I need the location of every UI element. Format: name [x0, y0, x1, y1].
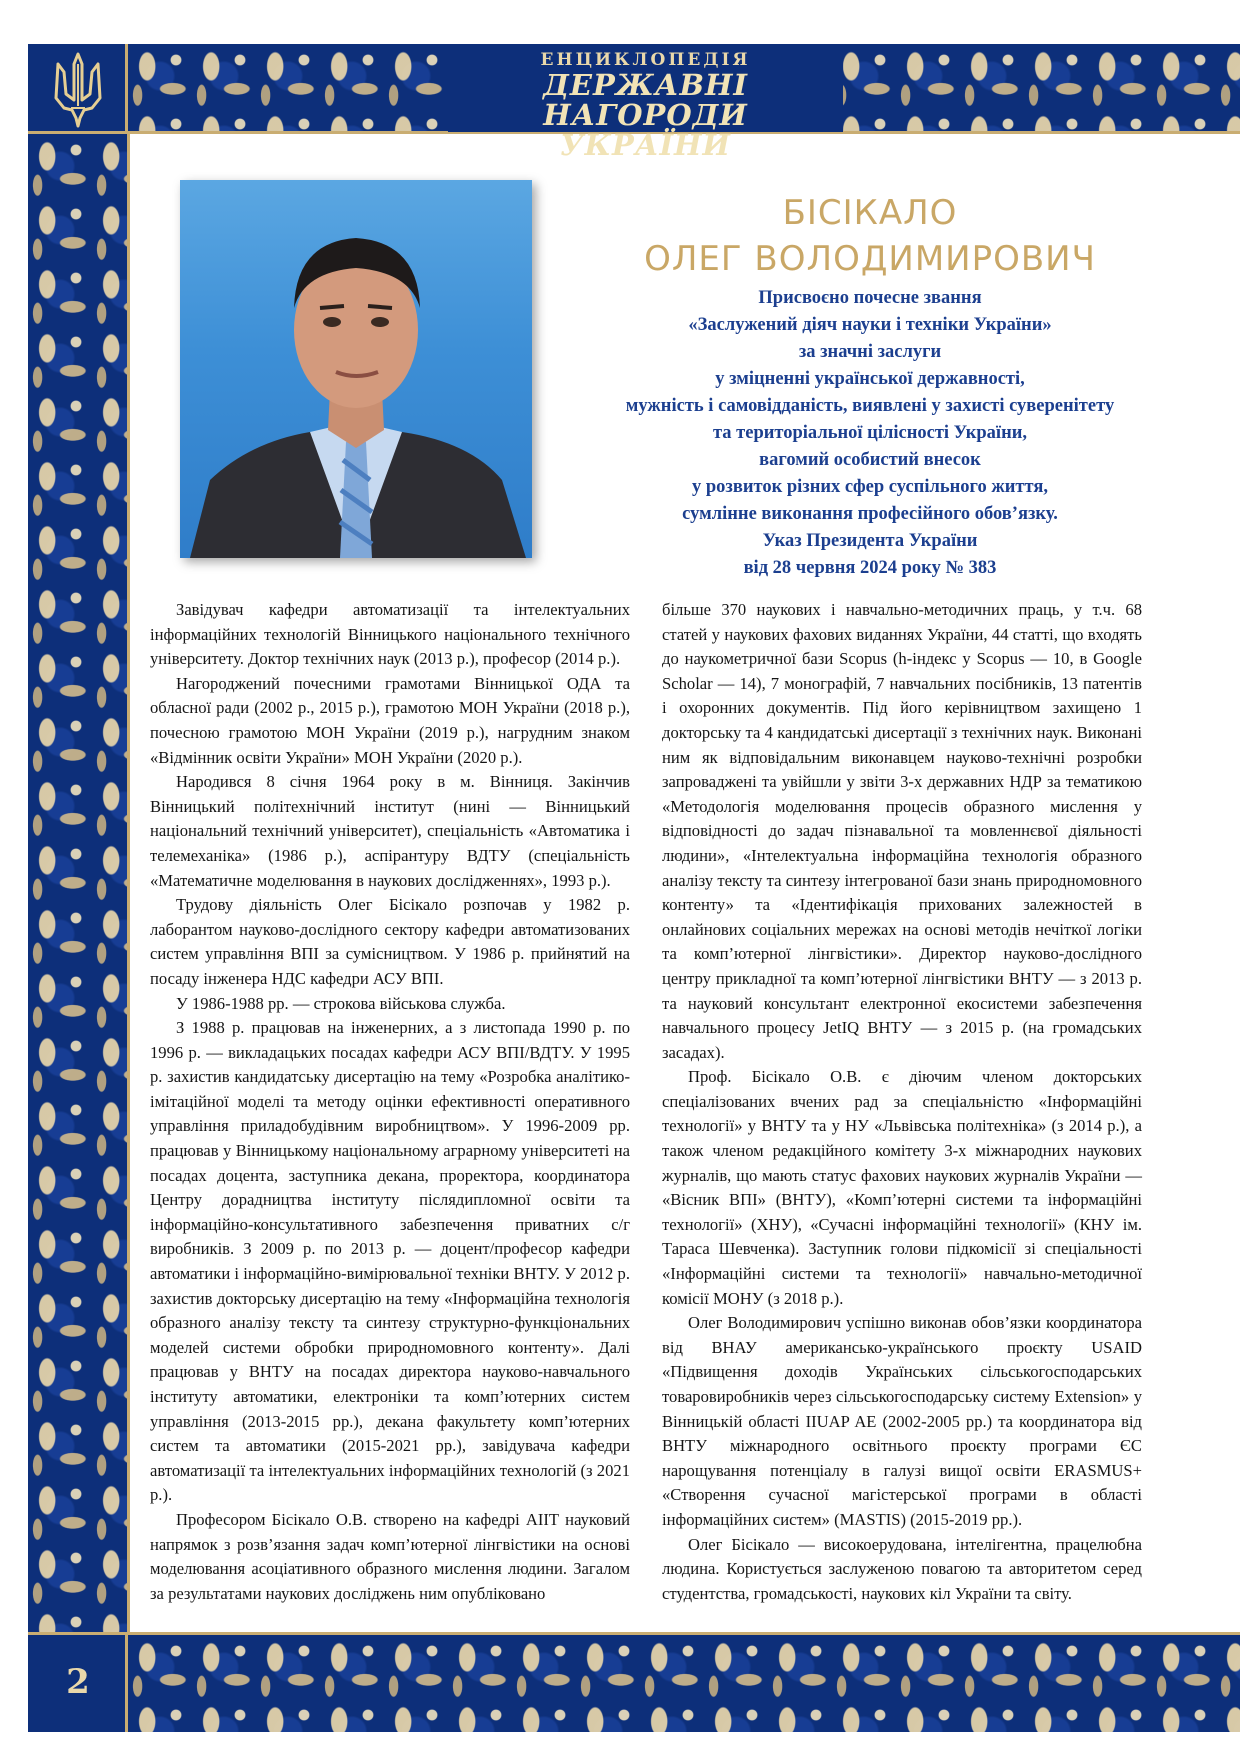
header-line-2: ДЕРЖАВНІ НАГОРОДИ	[543, 68, 748, 132]
body-paragraph: Нагороджений почесними грамотами Вінницької ОДА та обласної ради (2002 р., 2015 р.), грамотою МОН України (2018 р.), почесною грамотою МОН України (2019 р.), нагрудним знаком «Відмінник освіти України» МОН України (2020 р.).	[150, 673, 630, 767]
ornament-bottom-border	[128, 1632, 1240, 1732]
body-column-left	[150, 598, 630, 1606]
portrait-photo	[180, 180, 532, 558]
body-paragraph: З 1988 р. працював на інженерних, а з листопада 1990 р. по 1996 р. — викладацьких посадах кафедри АСУ ВПІ/ВДТУ. У 1995 р. захистив кандидатську дисертацію на тему «Розробка аналітико-імітаційної моделі та методу оцінки ефективності оперативного управління приладобудівним виробництвом». У 1996-2009 рр. працював у Вінницькому національному аграрному університеті на посадах доцента, заступника декана, проректора, координатора Центру дорадництва інституту післядипломної освіти та інформаційно-консультативного забезпечення приватних с/г виробників. З 2009 р. по 2013 р. — доцент/професор кафедри автоматики і інформаційно-вимірювальної техніки ВНТУ. У 2012 р. захистив докторську дисертацію на тему «Інформаційна технологія образного аналізу тексту та синтезу структурно-функціональних моделей системи обробки природномовного контенту». Далі працював у ВНТУ на посадах директора науково-навчального інституту автоматики, електроніки та комп’ютерних систем управління (2013-2015 рр.), декана факультету комп’ютерних систем та автоматики (2015-2021 рр.), завідувача кафедри автоматизації та інтелектуальних інформаційних технологій (з 2021 р.).	[150, 1018, 630, 1505]
body-paragraph: Завідувач кафедри автоматизації та інтелектуальних інформаційних технологій Вінницького національного технічного університету. Доктор технічних наук (2013 р.), професор (2014 р.).	[150, 600, 630, 669]
body-paragraph-continuation: більше 370 наукових і навчально-методичних праць, у т.ч. 68 статей у наукових фахових виданнях України, 44 статті, що входять до наукометричної бази Scopus (h-індекс у Scopus — 10, в Google Scholar — 14), 7 монографій, 7 навчальних посібників, 13 патентів і охоронних документів. Під його керівництвом захищено 1 докторську та 4 кандидатські дисертації з технічних наук. Виконані ним як відповідальним виконавцем науково-технічні розробки запроваджені та увійшли у звіти 3-х державних НДР за тематикою «Методологія моделювання процесів образного мислення у відповідності до задач пізнавальної та мовленнєвої діяльності людини», «Інтелектуальна інформаційна технологія образного аналізу тексту та синтезу інтегрованої бази знань природномовного контенту» та «Ідентифікація прихованих залежностей в онлайнових соціальних мережах на основі методів нечіткої логіки та комп’ютерної лінгвістики». Директор науково-дослідного центру прикладної та комп’ютерної лінгвістики ВНТУ — з 2013 р. та науковий консультант електронної екосистеми забезпечення навчального процесу JetIQ ВНТУ — з 2015 р. (на громадських засадах).	[662, 600, 1142, 1062]
tryzub-icon	[40, 50, 116, 130]
award-line: «Заслужений діяч науки і техніки України»	[688, 315, 1052, 335]
header-line-3: УКРАЇНИ	[560, 128, 731, 162]
award-citation	[560, 285, 1180, 582]
award-line: від 28 червня 2024 року № 383	[743, 558, 997, 578]
header-line-1: ЕНЦИКЛОПЕДІЯ	[540, 50, 751, 70]
body-paragraph: Трудову діяльність Олег Бісікало розпочав у 1982 р. лаборантом науково-дослідного сектору кафедри автоматизованих систем управління ВПІ за сумісництвом. У 1986 р. прийнятий на посаду інженера НДС кафедри АСУ ВПІ.	[150, 895, 630, 988]
body-paragraph: Олег Бісікало — високоерудована, інтелігентна, працелюбна людина. Користується заслуженою повагою та авторитетом серед студентства, громадськості, наукових кіл України та світу.	[662, 1534, 1142, 1603]
award-line: Указ Президента України	[762, 531, 978, 551]
person-name	[560, 190, 1180, 282]
page-number: 2	[66, 1662, 90, 1702]
award-line: у зміцненні української державності,	[715, 369, 1025, 389]
body-paragraph: Народився 8 січня 1964 року в м. Вінниця. Закінчив Вінницький політехнічний інститут (нині — Вінницький національний технічний університет), спеціальність «Автоматика і телемеханіка» (1986 р.), аспірантуру ВДТУ (спеціальність «Математичне моделювання в наукових дослідженнях», 1993 р.).	[150, 772, 630, 890]
portrait-figure	[180, 180, 532, 558]
body-paragraph: У 1986-1988 рр. — строкова військова служба.	[176, 993, 506, 1013]
award-line: Присвоєно почесне звання	[758, 288, 982, 308]
person-given-names: ОЛЕГ ВОЛОДИМИРОВИЧ	[644, 239, 1096, 279]
encyclopedia-header	[448, 48, 843, 162]
award-line: та територіальної цілісності України,	[712, 423, 1028, 443]
award-line: у розвиток різних сфер суспільного життя,	[691, 477, 1048, 497]
award-line: мужність і самовідданість, виявлені у захисті суверенітету	[625, 396, 1115, 416]
body-paragraph: Професором Бісікало О.В. створено на кафедрі АІІТ науковий напрямок з розв’язання задач комп’ютерної лінгвістики на основі моделювання асоціативного образного мислення людини. Загалом за результатами наукових досліджень ним опубліковано	[150, 1509, 630, 1603]
award-line: сумлінне виконання професійного обов’язку.	[682, 504, 1058, 524]
person-surname: БІСІКАЛО	[782, 193, 958, 233]
body-paragraph: Олег Володимирович успішно виконав обов’язки координатора від ВНАУ американсько-українського проєкту USAID «Підвищення доходів Українських сільськогосподарських товаровиробників через сільськогосподарську систему Extension» у Вінницькій області IIUAP AE (2002-2005 рр.) та координатора від ВНТУ міжнародного освітнього проєкту програми ЄС нарощування потенціалу в галузі вищої освіти ERASMUS+ «Створення сучасної магістерської програми в області інформаційних систем» (MASTIS) (2015-2019 рр.).	[662, 1313, 1142, 1529]
award-line: вагомий особистий внесок	[759, 450, 981, 470]
award-line: за значні заслуги	[798, 342, 942, 362]
body-column-right	[662, 598, 1142, 1606]
body-paragraph: Проф. Бісікало О.В. є діючим членом докторських спеціалізованих вчених рад за спеціальністю «Інформаційні технології» у ВНТУ та у НУ «Львівська політехніка» (з 2014 р.), а також членом редакційного комітету 3-х міжнародних наукових журналів, що мають статус фахових наукових журналів України — «Вісник ВПІ» (ВНТУ), «Комп’ютерні системи та інформаційні технології» (ХНУ), «Сучасні інформаційні технології» (КНУ ім. Тараса Шевченка). Заступник голови підкомісії зі спеціальності «Інформаційні системи та технології» навчально-методичної комісії МОНУ (з 2018 р.).	[662, 1067, 1142, 1308]
ornament-left-border	[28, 134, 130, 1632]
